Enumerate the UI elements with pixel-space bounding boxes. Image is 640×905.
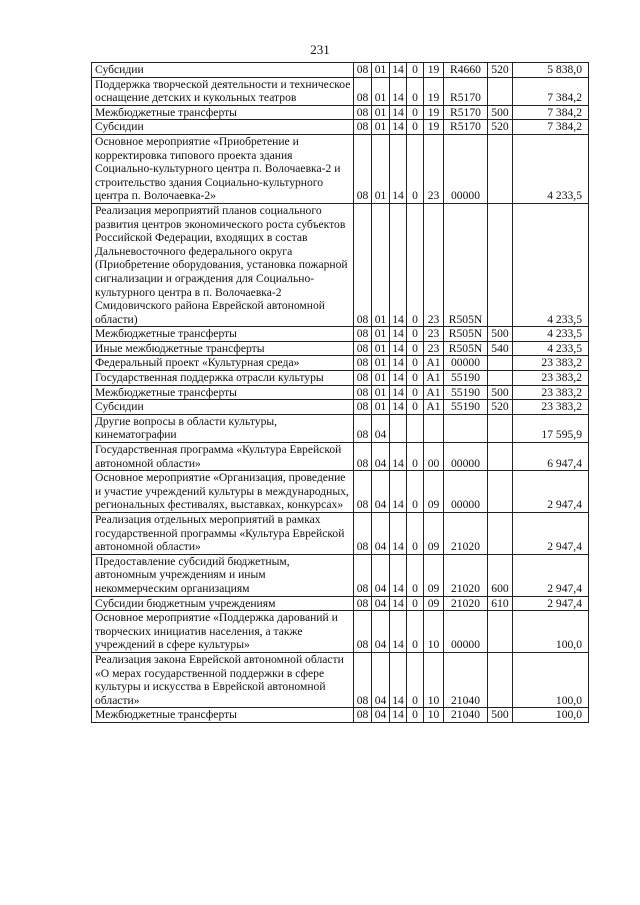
amount: 2 947,4 xyxy=(513,471,589,513)
section-code: 08 xyxy=(354,105,372,120)
section-code: 08 xyxy=(354,471,372,513)
amount: 6 947,4 xyxy=(513,443,589,471)
amount: 2 947,4 xyxy=(513,554,589,596)
expense-type-code: 500 xyxy=(488,385,513,400)
expense-type-code: 520 xyxy=(488,63,513,78)
subsection-code: 01 xyxy=(372,63,390,78)
event-code: A1 xyxy=(424,356,444,371)
program-code: 14 xyxy=(390,471,407,513)
event-code: A1 xyxy=(424,400,444,415)
section-code: 08 xyxy=(354,356,372,371)
direction-code: R5170 xyxy=(444,105,488,120)
section-code: 08 xyxy=(354,513,372,555)
subprogram-code: 0 xyxy=(407,385,424,400)
section-code: 08 xyxy=(354,203,372,326)
subsection-code: 01 xyxy=(372,134,390,203)
amount: 23 383,2 xyxy=(513,356,589,371)
subsection-code: 01 xyxy=(372,385,390,400)
row-name: Межбюджетные трансферты xyxy=(92,708,354,723)
subprogram-code: 0 xyxy=(407,120,424,135)
event-code: 23 xyxy=(424,134,444,203)
direction-code: R505N xyxy=(444,203,488,326)
amount: 23 383,2 xyxy=(513,400,589,415)
expense-type-code: 520 xyxy=(488,120,513,135)
subprogram-code: 0 xyxy=(407,596,424,611)
amount: 5 838,0 xyxy=(513,63,589,78)
subprogram-code: 0 xyxy=(407,513,424,555)
row-name: Основное мероприятие «Организация, проведение и участие учреждений культуры в международных, региональных фестивалях, выставках, конкурсах» xyxy=(92,471,354,513)
subsection-code: 04 xyxy=(372,443,390,471)
expense-type-code: 600 xyxy=(488,554,513,596)
row-name: Основное мероприятие «Приобретение и корректировка типового проекта здания Социально-культурного центра п. Волочаевка-2 и строительство здания Социально-культурного центра п. Волочаевка-2» xyxy=(92,134,354,203)
amount: 7 384,2 xyxy=(513,120,589,135)
subprogram-code: 0 xyxy=(407,554,424,596)
event-code: 19 xyxy=(424,77,444,105)
subsection-code: 04 xyxy=(372,708,390,723)
event-code: 23 xyxy=(424,341,444,356)
subsection-code: 01 xyxy=(372,356,390,371)
direction-code: 55190 xyxy=(444,385,488,400)
direction-code: R505N xyxy=(444,341,488,356)
subprogram-code: 0 xyxy=(407,63,424,78)
row-name: Межбюджетные трансферты xyxy=(92,105,354,120)
page-number: 231 xyxy=(310,42,330,57)
expense-type-code xyxy=(488,414,513,442)
subsection-code: 01 xyxy=(372,120,390,135)
direction-code: R505N xyxy=(444,327,488,342)
table-body xyxy=(92,63,589,723)
direction-code: R5170 xyxy=(444,77,488,105)
expense-type-code xyxy=(488,77,513,105)
section-code: 08 xyxy=(354,63,372,78)
program-code: 14 xyxy=(390,371,407,386)
event-code: 10 xyxy=(424,708,444,723)
amount: 23 383,2 xyxy=(513,385,589,400)
direction-code: 00000 xyxy=(444,356,488,371)
expense-type-code: 610 xyxy=(488,596,513,611)
event-code: 10 xyxy=(424,611,444,653)
table-row xyxy=(92,400,589,415)
section-code: 08 xyxy=(354,134,372,203)
subsection-code: 01 xyxy=(372,203,390,326)
expense-type-code: 520 xyxy=(488,400,513,415)
table-row xyxy=(92,471,589,513)
program-code: 14 xyxy=(390,611,407,653)
row-name: Реализация закона Еврейской автономной области «О мерах государственной поддержки в сфере культуры и искусства в Еврейской автономной области» xyxy=(92,652,354,707)
direction-code: 00000 xyxy=(444,134,488,203)
row-name: Предоставление субсидий бюджетным, автономным учреждениям и иным некоммерческим организациям xyxy=(92,554,354,596)
table-row xyxy=(92,554,589,596)
subprogram-code: 0 xyxy=(407,443,424,471)
subprogram-code: 0 xyxy=(407,471,424,513)
subprogram-code: 0 xyxy=(407,134,424,203)
amount: 7 384,2 xyxy=(513,77,589,105)
program-code: 14 xyxy=(390,120,407,135)
section-code: 08 xyxy=(354,371,372,386)
section-code: 08 xyxy=(354,708,372,723)
row-name: Межбюджетные трансферты xyxy=(92,327,354,342)
section-code: 08 xyxy=(354,327,372,342)
table-row xyxy=(92,63,589,78)
subprogram-code: 0 xyxy=(407,371,424,386)
program-code: 14 xyxy=(390,400,407,415)
direction-code: 55190 xyxy=(444,400,488,415)
direction-code: R4660 xyxy=(444,63,488,78)
table-row xyxy=(92,513,589,555)
direction-code: 00000 xyxy=(444,611,488,653)
event-code: 09 xyxy=(424,513,444,555)
expense-type-code: 500 xyxy=(488,327,513,342)
subsection-code: 01 xyxy=(372,105,390,120)
event-code: 00 xyxy=(424,443,444,471)
table-row xyxy=(92,203,589,326)
table-row xyxy=(92,371,589,386)
table-row xyxy=(92,443,589,471)
direction-code: 21020 xyxy=(444,554,488,596)
expense-type-code: 540 xyxy=(488,341,513,356)
subsection-code: 01 xyxy=(372,77,390,105)
program-code: 14 xyxy=(390,708,407,723)
expense-type-code xyxy=(488,652,513,707)
program-code: 14 xyxy=(390,554,407,596)
program-code: 14 xyxy=(390,203,407,326)
program-code xyxy=(390,414,407,442)
subprogram-code: 0 xyxy=(407,708,424,723)
table-row xyxy=(92,414,589,442)
budget-table xyxy=(91,62,589,723)
event-code xyxy=(424,414,444,442)
direction-code: 55190 xyxy=(444,371,488,386)
expense-type-code xyxy=(488,471,513,513)
direction-code xyxy=(444,414,488,442)
row-name: Государственная поддержка отрасли культуры xyxy=(92,371,354,386)
direction-code: R5170 xyxy=(444,120,488,135)
amount: 2 947,4 xyxy=(513,513,589,555)
amount: 100,0 xyxy=(513,652,589,707)
program-code: 14 xyxy=(390,385,407,400)
subsection-code: 04 xyxy=(372,596,390,611)
amount: 4 233,5 xyxy=(513,341,589,356)
section-code: 08 xyxy=(354,611,372,653)
table-row xyxy=(92,385,589,400)
expense-type-code xyxy=(488,513,513,555)
event-code: 19 xyxy=(424,120,444,135)
section-code: 08 xyxy=(354,385,372,400)
subprogram-code: 0 xyxy=(407,327,424,342)
expense-type-code: 500 xyxy=(488,105,513,120)
event-code: 09 xyxy=(424,596,444,611)
amount: 17 595,9 xyxy=(513,414,589,442)
amount: 4 233,5 xyxy=(513,327,589,342)
program-code: 14 xyxy=(390,652,407,707)
program-code: 14 xyxy=(390,513,407,555)
subsection-code: 04 xyxy=(372,471,390,513)
amount: 100,0 xyxy=(513,611,589,653)
program-code: 14 xyxy=(390,105,407,120)
row-name: Субсидии xyxy=(92,400,354,415)
row-name: Реализация мероприятий планов социального развития центров экономического роста субъектов Российской Федерации, входящих в состав Дальневосточного федерального округа (Приобретение оборудования, установка пожарной сигнализации и ограждения для Социально-культурного центра в п. Волочаевка-2 Смидовичского района Еврейской автономной области) xyxy=(92,203,354,326)
subprogram-code: 0 xyxy=(407,400,424,415)
subprogram-code: 0 xyxy=(407,203,424,326)
program-code: 14 xyxy=(390,443,407,471)
subsection-code: 04 xyxy=(372,611,390,653)
row-name: Межбюджетные трансферты xyxy=(92,385,354,400)
expense-type-code xyxy=(488,134,513,203)
row-name: Государственная программа «Культура Еврейской автономной области» xyxy=(92,443,354,471)
table-row xyxy=(92,341,589,356)
event-code: 23 xyxy=(424,203,444,326)
subprogram-code: 0 xyxy=(407,611,424,653)
direction-code: 00000 xyxy=(444,471,488,513)
table-row xyxy=(92,356,589,371)
subsection-code: 01 xyxy=(372,341,390,356)
row-name: Основное мероприятие «Поддержка дарований и творческих инициатив населения, а также учреждений в сфере культуры» xyxy=(92,611,354,653)
amount: 2 947,4 xyxy=(513,596,589,611)
expense-type-code xyxy=(488,203,513,326)
table-row xyxy=(92,611,589,653)
row-name: Реализация отдельных мероприятий в рамках государственной программы «Культура Еврейской автономной области» xyxy=(92,513,354,555)
subsection-code: 01 xyxy=(372,400,390,415)
expense-type-code xyxy=(488,443,513,471)
subsection-code: 01 xyxy=(372,371,390,386)
program-code: 14 xyxy=(390,327,407,342)
event-code: 19 xyxy=(424,63,444,78)
section-code: 08 xyxy=(354,341,372,356)
program-code: 14 xyxy=(390,356,407,371)
section-code: 08 xyxy=(354,400,372,415)
table-row xyxy=(92,105,589,120)
section-code: 08 xyxy=(354,77,372,105)
subprogram-code: 0 xyxy=(407,77,424,105)
subprogram-code xyxy=(407,414,424,442)
subprogram-code: 0 xyxy=(407,652,424,707)
subsection-code: 04 xyxy=(372,414,390,442)
subprogram-code: 0 xyxy=(407,356,424,371)
direction-code: 21020 xyxy=(444,513,488,555)
amount: 23 383,2 xyxy=(513,371,589,386)
row-name: Субсидии бюджетным учреждениям xyxy=(92,596,354,611)
program-code: 14 xyxy=(390,63,407,78)
section-code: 08 xyxy=(354,554,372,596)
subsection-code: 04 xyxy=(372,513,390,555)
event-code: 09 xyxy=(424,471,444,513)
program-code: 14 xyxy=(390,596,407,611)
expense-type-code xyxy=(488,356,513,371)
amount: 4 233,5 xyxy=(513,134,589,203)
row-name: Федеральный проект «Культурная среда» xyxy=(92,356,354,371)
table-row xyxy=(92,134,589,203)
subsection-code: 01 xyxy=(372,327,390,342)
section-code: 08 xyxy=(354,443,372,471)
section-code: 08 xyxy=(354,596,372,611)
row-name: Субсидии xyxy=(92,120,354,135)
table-row xyxy=(92,120,589,135)
table-row xyxy=(92,708,589,723)
program-code: 14 xyxy=(390,341,407,356)
section-code: 08 xyxy=(354,652,372,707)
amount: 100,0 xyxy=(513,708,589,723)
expense-type-code xyxy=(488,371,513,386)
event-code: 10 xyxy=(424,652,444,707)
event-code: 23 xyxy=(424,327,444,342)
direction-code: 00000 xyxy=(444,443,488,471)
event-code: A1 xyxy=(424,385,444,400)
event-code: 09 xyxy=(424,554,444,596)
direction-code: 21040 xyxy=(444,652,488,707)
subprogram-code: 0 xyxy=(407,105,424,120)
program-code: 14 xyxy=(390,77,407,105)
expense-type-code xyxy=(488,611,513,653)
expense-type-code: 500 xyxy=(488,708,513,723)
direction-code: 21040 xyxy=(444,708,488,723)
program-code: 14 xyxy=(390,134,407,203)
row-name: Субсидии xyxy=(92,63,354,78)
section-code: 08 xyxy=(354,120,372,135)
direction-code: 21020 xyxy=(444,596,488,611)
amount: 7 384,2 xyxy=(513,105,589,120)
row-name: Другие вопросы в области культуры, кинематографии xyxy=(92,414,354,442)
table-row xyxy=(92,77,589,105)
subsection-code: 04 xyxy=(372,652,390,707)
event-code: 19 xyxy=(424,105,444,120)
table-row xyxy=(92,327,589,342)
event-code: A1 xyxy=(424,371,444,386)
row-name: Поддержка творческой деятельности и техническое оснащение детских и кукольных театров xyxy=(92,77,354,105)
row-name: Иные межбюджетные трансферты xyxy=(92,341,354,356)
table-row xyxy=(92,596,589,611)
subsection-code: 04 xyxy=(372,554,390,596)
amount: 4 233,5 xyxy=(513,203,589,326)
section-code: 08 xyxy=(354,414,372,442)
table-row xyxy=(92,652,589,707)
subprogram-code: 0 xyxy=(407,341,424,356)
